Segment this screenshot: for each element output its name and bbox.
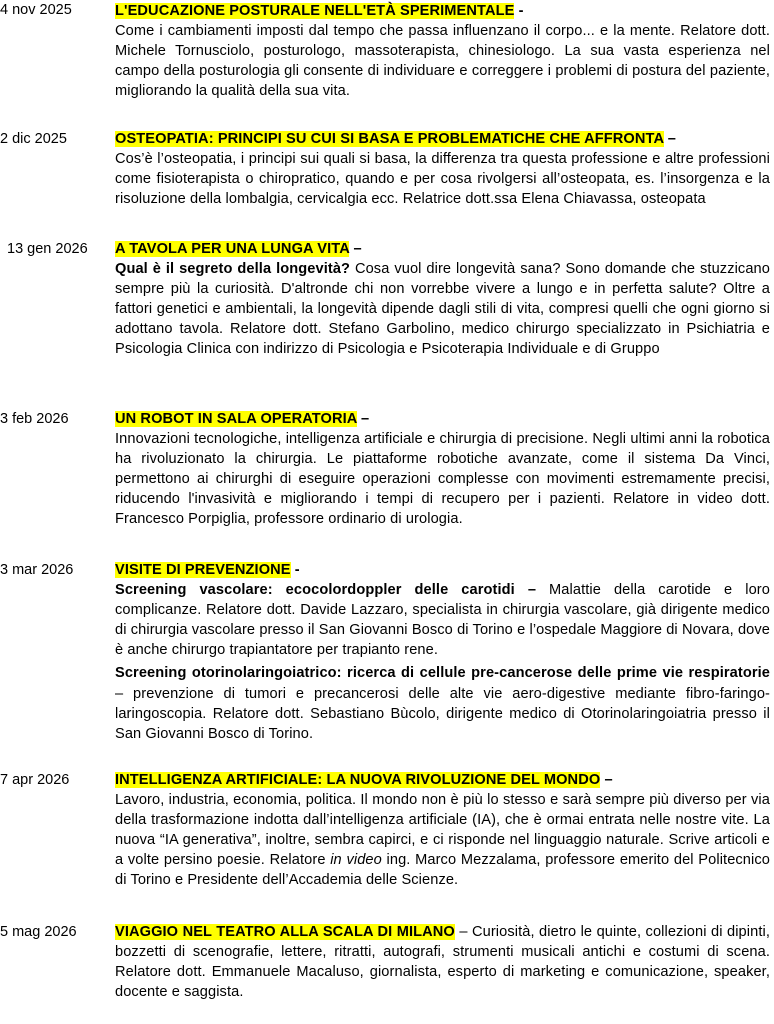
event-date: 4 nov 2025 xyxy=(0,2,72,18)
event-description: Come i cambiamenti imposti dal tempo che passa influenzano il corpo... e la mente. Relatore dott. Michele Tornusciolo, posturologo, massoterapista, chinesiologo. La sua vasta esperienza nel campo della posturologia gli consente di individuare e correggere i problemi di postura del paziente, migliorando la qualità della sua vita. xyxy=(115,23,770,100)
subsection-lead: Screening otorinolaringoiatrico: ricerca di cellule pre-cancerose delle prime vie respiratorie xyxy=(115,665,770,682)
event-lead: Qual è il segreto della longevità? xyxy=(115,261,351,278)
title-dash: – xyxy=(600,772,613,788)
event-title: INTELLIGENZA ARTIFICIALE: LA NUOVA RIVOLUZIONE DEL MONDO xyxy=(115,772,601,788)
subsection-text: Malattie della carotide e loro complicanze. Relatore dott. Davide Lazzaro, specialista in chirurgia vascolare, già dirigente medico di chirurgia vascolare presso il San Giovanni Bosco di Torino e l’ospedale Maggiore di Novara, dove è anche chirurgo trapiantatore per trapianto rene. xyxy=(115,582,770,659)
event-title: L'EDUCAZIONE POSTURALE NELL'ETÀ SPERIMENTALE xyxy=(115,3,515,19)
event-description: Cosa vuol dire longevità sana? Sono domande che stuzzicano sempre più la curiosità. D'altronde chi non vorrebbe vivere a lungo e in perfetta salute? Oltre a fattori genetici e ambientali, la longevità dipende dagli stili di vita, compresi quelli che ogni giorno si adottano tavola. Relatore dott. Stefano Garbolino, medico chirurgo specializzato in Psichiatria e Psicologia Clinica con indirizzo di Psicologia e Psicoterapia Individuale e di Gruppo xyxy=(115,261,770,358)
title-dash: – xyxy=(349,241,362,257)
title-dash: - xyxy=(290,562,300,578)
event-title: OSTEOPATIA: PRINCIPI SU CUI SI BASA E PROBLEMATICHE CHE AFFRONTA xyxy=(115,131,664,147)
event-description: ing. Marco Mezzalama, professore emerito del Politecnico di Torino e Presidente dell’Accademia delle Scienze. xyxy=(115,852,770,889)
event-title: A TAVOLA PER UNA LUNGA VITA xyxy=(115,241,350,257)
event-title: UN ROBOT IN SALA OPERATORIA xyxy=(115,411,357,427)
event-body xyxy=(115,1,770,101)
event-title: VISITE DI PREVENZIONE xyxy=(115,562,291,578)
event-description-italic: in video xyxy=(330,852,382,869)
event-date: 5 mag 2026 xyxy=(0,924,77,940)
event-title: VIAGGIO NEL TEATRO ALLA SCALA DI MILANO xyxy=(115,924,455,940)
title-dash: – xyxy=(356,411,370,427)
subsection-text: – prevenzione di tumori e precancerosi delle alte vie aero-digestive mediante fibro-faringo-laringoscopia. Relatore dott. Sebastiano Bùcolo, dirigente medico di Otorinolaringoiatria presso il San Giovanni Bosco di Torino. xyxy=(115,685,770,742)
event-body xyxy=(115,129,770,209)
event-description: Lavoro, industria, economia, politica. Il mondo non è più lo stesso e sarà sempre più diverso per via della trasformazione indotta dall’intelligenza artificiale (IA), che è ormai entrata nelle nostre vite. La nuova “IA generativa”, inoltre, sembra capirci, e ci risponde nel linguaggio naturale. Scrive articoli e a volte persino poesie. Relatore xyxy=(115,792,770,869)
subsection-lead: Screening vascolare: ecocolordoppler delle carotidi – xyxy=(115,582,537,599)
event-date: 3 feb 2026 xyxy=(0,411,69,427)
event-body xyxy=(115,409,770,530)
event-body xyxy=(115,922,770,1002)
event-description: – Curiosità, dietro le quinte, collezioni di dipinti, bozzetti di scenografie, lettere, ritratti, autografi, strumenti musicali antichi e costumi di scena. Relatore dott. Emmanuele Macaluso, giornalista, esperto di marketing e comunicazione, speaker, docente e saggista. xyxy=(115,924,770,1001)
event-description: Innovazioni tecnologiche, intelligenza artificiale e chirurgia di precisione. Negli ultimi anni la robotica ha rivoluzionato la chirurgia. Le piattaforme robotiche avanzate, come il sistema Da Vinci, permettono ai chirurghi di eseguire operazioni complesse con movimenti estremamente precisi, riducendo l'invasività e migliorando i tempi di recupero per i pazienti. Relatore in video dott. Francesco Porpiglia, professore ordinario di urologia. xyxy=(115,431,770,528)
event-date: 7 apr 2026 xyxy=(0,772,70,788)
event-description: Cos’è l’osteopatia, i principi sui quali si basa, la differenza tra questa professione e altre professioni come fisioterapista o chiropratico, quando e per cosa rivolgersi all’osteopata, es. l’insorgenza e la risoluzione della lombalgia, cervicalgia ecc. Relatrice dott.ssa Elena Chiavassa, osteopata xyxy=(115,151,770,208)
title-dash: – xyxy=(663,131,676,147)
title-dash: - xyxy=(514,3,524,19)
event-date: 13 gen 2026 xyxy=(7,241,88,257)
event-date: 3 mar 2026 xyxy=(0,562,74,578)
event-body xyxy=(115,239,770,360)
event-body xyxy=(115,770,770,891)
event-date: 2 dic 2025 xyxy=(0,131,67,147)
event-body xyxy=(115,560,770,744)
